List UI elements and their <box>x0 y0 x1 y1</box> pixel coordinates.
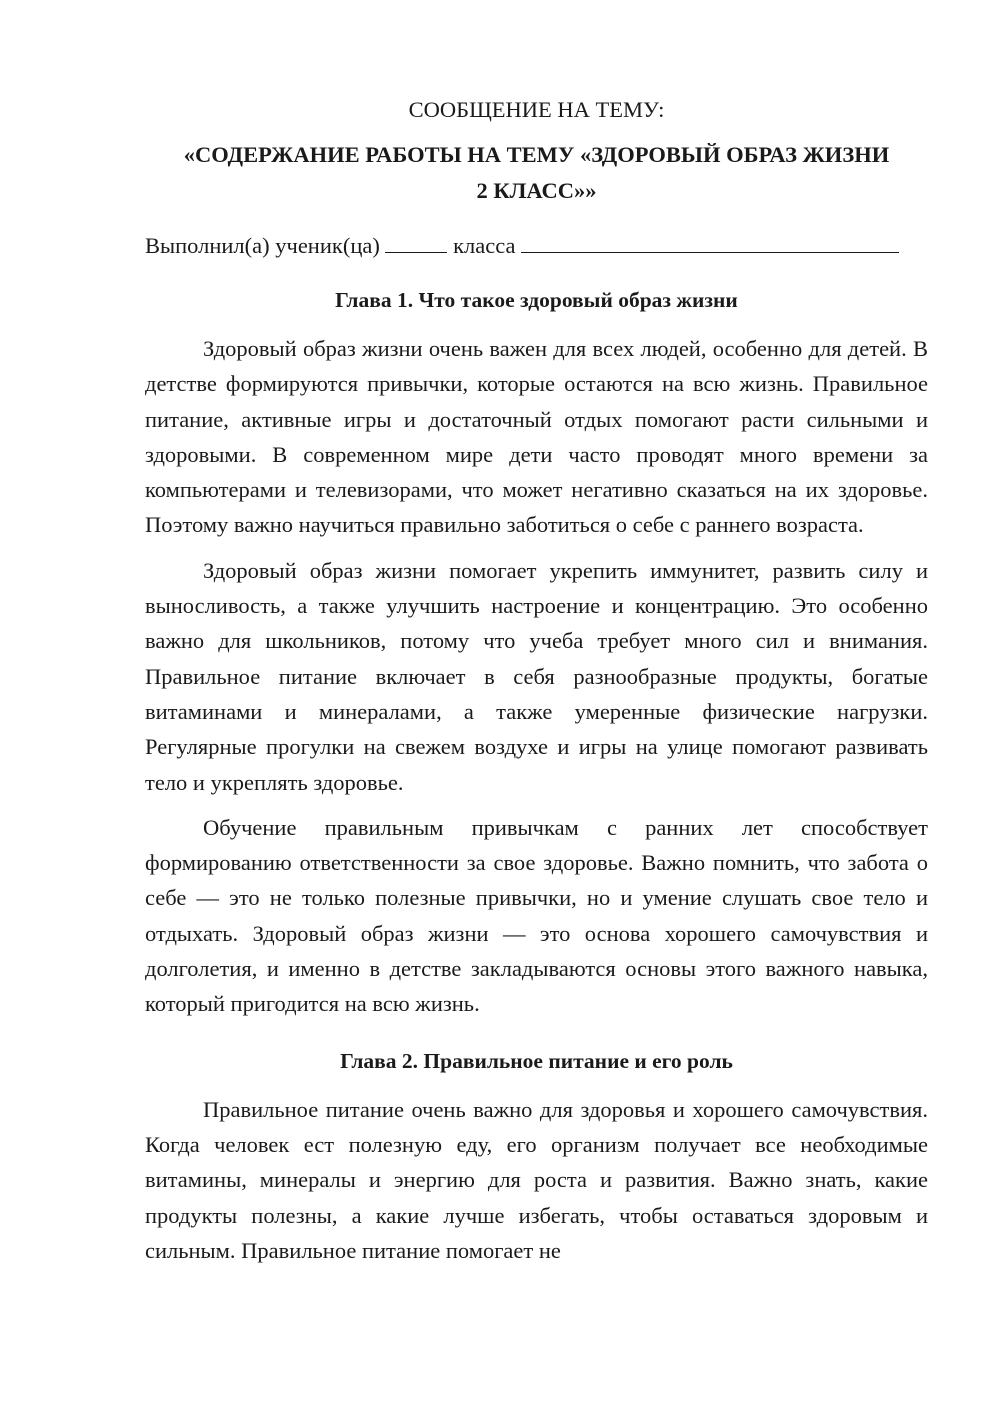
chapter-2-heading: Глава 2. Правильное питание и его роль <box>340 1048 733 1073</box>
chapter-2-paragraph-1: Правильное питание очень важно для здоровья и хорошего самочувствия. Когда человек ест полезную еду, его организм получает все необходимые витамины, минералы и энергию для роста и развития. Важно знать, какие продукты полезны, а какие лучше избегать, чтобы оставаться здоровым и сильным. Правильное питание помогает не <box>145 1096 928 1263</box>
document-title <box>145 137 928 209</box>
class-word: класса <box>453 233 516 258</box>
document-kicker: СООБЩЕНИЕ НА ТЕМУ: <box>408 97 665 122</box>
class-number-blank <box>385 230 447 253</box>
document-title-line-1: «СОДЕРЖАНИЕ РАБОТЫ НА ТЕМУ «ЗДОРОВЫЙ ОБРАЗ ЖИЗНИ <box>183 142 890 167</box>
student-name-blank <box>521 230 899 253</box>
chapter-1-heading: Глава 1. Что такое здоровый образ жизни <box>335 288 738 312</box>
author-prefix: Выполнил(а) ученик(ца) <box>145 233 380 258</box>
author-line <box>145 228 928 264</box>
document-title-line-2: 2 КЛАСС»» <box>476 178 597 203</box>
chapter-1-paragraph-3: Обучение правильным привычкам с ранних лет способствует формированию ответственности за свое здоровье. Важно помнить, что забота о себе — это не только полезные привычки, но и умение слушать свое тело и отдыхать. Здоровый образ жизни — это основа хорошего самочувствия и долголетия, и именно в детстве закладываются основы этого важного навыка, который пригодится на всю жизнь. <box>145 814 928 1017</box>
chapter-1-paragraph-1: Здоровый образ жизни очень важен для всех людей, особенно для детей. В детстве формируются привычки, которые остаются на всю жизнь. Правильное питание, активные игры и достаточный отдых помогают расти сильными и здоровыми. В современном мире дети часто проводят много времени за компьютерами и телевизорами, что может негативно сказаться на их здоровье. Поэтому важно научиться правильно заботиться о себе с раннего возраста. <box>145 336 928 538</box>
chapter-1-paragraph-2: Здоровый образ жизни помогает укрепить иммунитет, развить силу и выносливость, а также улучшить настроение и концентрацию. Это особенно важно для школьников, потому что учеба требует много сил и внимания. Правильное питание включает в себя разнообразные продукты, богатые витаминами и минералами, а также умеренные физические нагрузки. Регулярные прогулки на свежем воздухе и игры на улице помогают развивать тело и укреплять здоровье. <box>145 557 928 795</box>
document-page <box>145 92 928 1268</box>
